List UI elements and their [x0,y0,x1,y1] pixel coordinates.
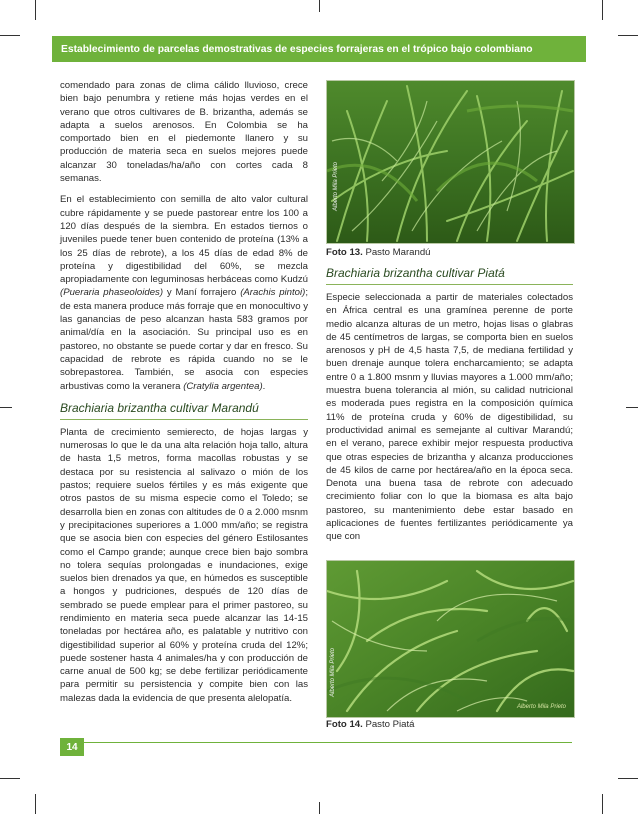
photo-watermark: Alberto Mila Prieto [516,704,566,710]
running-header-title: Establecimiento de parcelas demostrativas de especies forrajeras en el trópico bajo colombiano [61,43,533,55]
caption-label: Foto 14. [326,719,363,730]
crop-mark [0,778,20,779]
crop-mark [319,802,320,814]
paragraph-text: y Maní forrajero [163,287,241,299]
crop-mark [0,35,20,36]
paragraph: Planta de crecimiento semierecto, de hojas largas y numerosas lo que le da una alta relación hoja tallo, altura de hasta 1,5 metros, forma macollas robustas y se destaca por su resistencia al salivazo o mión de los pastos; requiere suelos fértiles y es más exigente que otros pastos de su misma especie como el Toledo; se desarrolla bien en zonas con altitudes de 0 a 2.000 msnm y precipitaciones superiores a 1.000 mm/año; se registra que se asocia bien con especies del género Estilosantes como el Campo grande; aunque crece bien bajo sombra no tolera sequías prolongadas e inundaciones, exige suelos bien drenados ya que, en húmedos es susceptible a hongos y pudriciones, después de 120 días de sembrado se puede emplear para el primer pastoreo, su rendimiento en materia seca puede alcanzar las 14-15 toneladas por hectárea año, es palatable y nutritivo con digestibilidad superior al 60% y proteína cruda del 12%; puede sostener hasta 4 animales/ha y con producción de carne anual de 500 kg; se debe fertilizar periódicamente para permitir su persistencia y compite bien con las malezas dada la evidencia de que presenta alelopatía. [60,426,308,704]
crop-mark [626,407,638,408]
crop-mark [35,0,36,20]
photo-caption [326,247,431,259]
species-name: (Arachis pintoi) [240,287,306,299]
species-name: (Cratylia argentea) [183,380,263,392]
species-name: (Pueraria phaseoloides) [60,287,164,299]
paragraph-text: . [262,380,266,392]
crop-mark [618,35,638,36]
paragraph-text: En el establecimiento con semilla de alto valor cultural cubre rápidamente y se puede pastorear entre los 100 a 120 días después de la siembra. En estados tiernos o juveniles puede tener buen contenido de proteína (13% a los 25 días de rebrote), a los 45 días de edad 8% de proteína y digestibilidad del 60%, se mezcla apropiadamente con leguminosas herbáceas como Kudzú [60,194,308,286]
crop-mark [618,778,638,779]
crop-mark [319,0,320,12]
running-header [52,36,586,62]
left-column [60,79,308,713]
footer-rule [84,742,572,743]
photo-pasto-piata [326,560,575,718]
crop-mark [602,0,603,20]
photo-credit: Alberto Mila Prieto [330,647,336,697]
crop-mark [0,407,12,408]
photo-caption [326,719,415,731]
paragraph: Especie seleccionada a partir de materiales colectados en África central es una gramínea perenne de porte medio alcanza alturas de un metro, hojas lisas o glabras de 45 centímetros de largas, se comporta bien en suelos arenosos y pH de 4,5 hasta 7,5, de mediana fertilidad y buen drenaje aunque tolera encharcamiento; se adapta entre 0 a 1.800 msnm y lluvias mayores a 1.000 mm/año; muestra buena tolerancia al mión, su calidad nutricional es moderada pues registra en la composición química 11% de proteína cruda y 60% de digestibilidad, su productividad animal es semejante al cultivar Marandú; en el verano, parece exhibir mejor respuesta productiva que otras especies de brizantha y alcanza producciones de 45 kilos de carne por hectárea/año en la época seca. Denota una buena tasa de rebrote con adecuado crecimiento foliar con lo que la biomasa es alta bajo pastoreo, su mantenimiento debe estar basado en aplicaciones de fuentes fertilizantes periódicamente ya que con [326,292,573,543]
paragraph: comendado para zonas de clima cálido lluvioso, crece bien bajo penumbra y retiene más hojas verdes en el verano que otros cultivares de B. brizantha, además se adapta a suelos arenosos. En Colombia se ha comportado bien en el piedemonte llanero y su producción de materia seca en suelos mejores puede alcanzar 30 toneladas/ha/año con cortes cada 8 semanas. [60,80,308,185]
photo-credit: Alberto Mila Prieto [333,161,339,211]
section-title-piata: Brachiaria brizantha cultivar Piatá [326,266,573,285]
right-column [326,266,573,552]
paragraph [60,193,308,392]
crop-mark [35,794,36,814]
caption-label: Foto 13. [326,247,363,258]
caption-text: Pasto Marandú [362,247,431,258]
photo-pasto-marandu [326,80,575,244]
section-title-marandu: Brachiaria brizantha cultivar Marandú [60,401,308,420]
crop-mark [602,794,603,814]
page-number: 14 [60,738,84,756]
paragraph-text: ; de esta manera produce más forraje que en monocultivo y las ganancias de peso alcanzan hasta 583 gramos por animal/día en la asociación. Su principal uso es en pastoreo, no obstante se puede cortar y dar en fresco. Su capacidad de rebrote es rápida cuando no se le sobrepastorea. También, se asocia con especies arbustivas como la veranera [60,287,309,392]
caption-text: Pasto Piatá [362,719,415,730]
